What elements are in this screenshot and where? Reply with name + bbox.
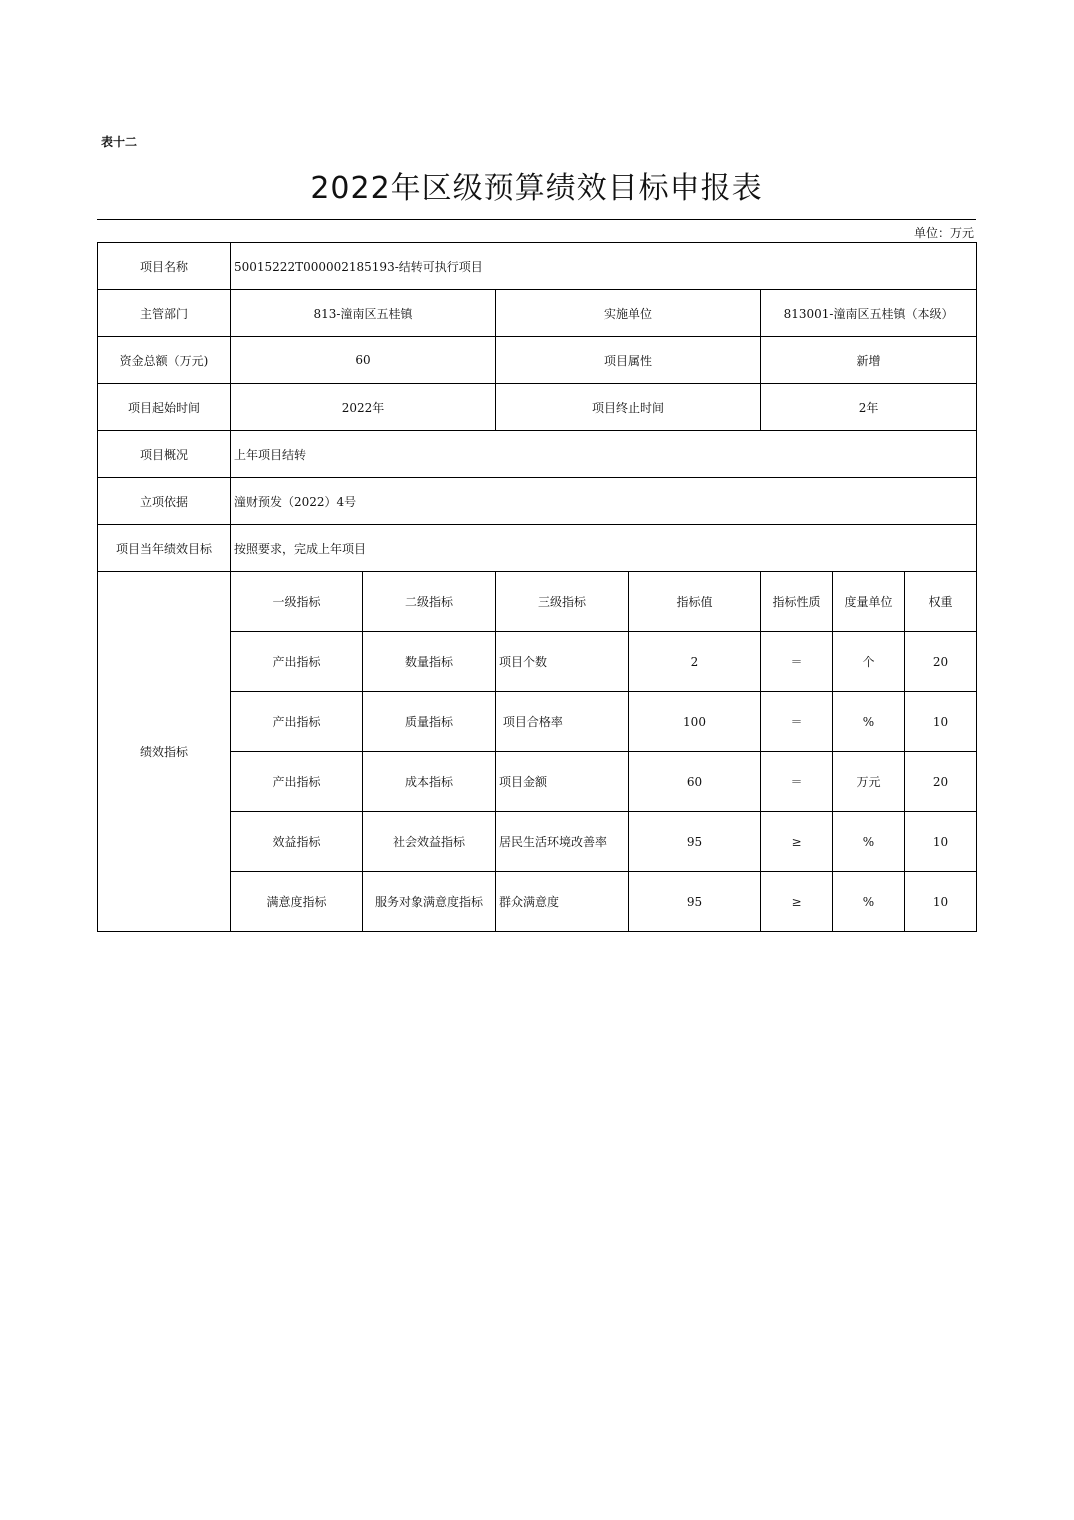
- title-divider: [97, 219, 976, 220]
- cell-level3: 项目金额: [496, 752, 629, 812]
- row-fund: [98, 337, 977, 384]
- cell-unit: %: [833, 692, 905, 752]
- label-start-time: 项目起始时间: [98, 384, 231, 431]
- row-project-name: [98, 243, 977, 290]
- cell-value: 95: [629, 812, 761, 872]
- cell-level3: 群众满意度: [496, 872, 629, 932]
- value-fund-total: 60: [231, 337, 496, 384]
- cell-level2: 成本指标: [363, 752, 496, 812]
- cell-nature: ＝: [761, 752, 833, 812]
- value-project-attribute: 新增: [761, 337, 977, 384]
- label-overview: 项目概况: [98, 431, 231, 478]
- cell-weight: 10: [905, 812, 977, 872]
- row-period: [98, 384, 977, 431]
- cell-weight: 20: [905, 632, 977, 692]
- cell-weight: 20: [905, 752, 977, 812]
- cell-level1: 满意度指标: [231, 872, 363, 932]
- cell-level1: 产出指标: [231, 752, 363, 812]
- header-level3: 三级指标: [496, 572, 629, 632]
- cell-unit: 个: [833, 632, 905, 692]
- cell-level1: 效益指标: [231, 812, 363, 872]
- cell-nature: ≥: [761, 872, 833, 932]
- cell-unit: 万元: [833, 752, 905, 812]
- row-basis: [98, 478, 977, 525]
- cell-weight: 10: [905, 872, 977, 932]
- cell-nature: ≥: [761, 812, 833, 872]
- cell-value: 60: [629, 752, 761, 812]
- value-end-time: 2年: [761, 384, 977, 431]
- header-level1: 一级指标: [231, 572, 363, 632]
- cell-value: 95: [629, 872, 761, 932]
- cell-level2: 服务对象满意度指标: [363, 872, 496, 932]
- label-project-attribute: 项目属性: [496, 337, 761, 384]
- cell-level2: 社会效益指标: [363, 812, 496, 872]
- cell-unit: %: [833, 812, 905, 872]
- cell-level3: 项目合格率: [496, 692, 629, 752]
- cell-level1: 产出指标: [231, 692, 363, 752]
- header-unit: 度量单位: [833, 572, 905, 632]
- cell-level1: 产出指标: [231, 632, 363, 692]
- row-goal: [98, 525, 977, 572]
- label-implementing-unit: 实施单位: [496, 290, 761, 337]
- document-title: 2022年区级预算绩效目标申报表: [310, 171, 763, 206]
- value-goal: 按照要求，完成上年项目: [231, 525, 977, 572]
- cell-level2: 数量指标: [363, 632, 496, 692]
- label-performance-indicators: 绩效指标: [98, 572, 231, 932]
- label-fund-total: 资金总额（万元): [98, 337, 231, 384]
- label-end-time: 项目终止时间: [496, 384, 761, 431]
- value-start-time: 2022年: [231, 384, 496, 431]
- cell-nature: ＝: [761, 692, 833, 752]
- value-basis: 潼财预发（2022）4号: [231, 478, 977, 525]
- value-implementing-unit: 813001-潼南区五桂镇（本级）: [761, 290, 977, 337]
- header-nature: 指标性质: [761, 572, 833, 632]
- cell-value: 100: [629, 692, 761, 752]
- value-overview: 上年项目结转: [231, 431, 977, 478]
- cell-unit: %: [833, 872, 905, 932]
- label-goal: 项目当年绩效目标: [98, 525, 231, 572]
- row-overview: [98, 431, 977, 478]
- indicator-header-row: [98, 572, 977, 632]
- table-code: 表十二: [101, 135, 138, 149]
- budget-performance-table: [97, 242, 977, 932]
- cell-level3: 居民生活环境改善率: [496, 812, 629, 872]
- value-project-name: 50015222T000002185193-结转可执行项目: [231, 243, 977, 290]
- unit-label: 单位：万元: [913, 226, 974, 240]
- row-department: [98, 290, 977, 337]
- cell-weight: 10: [905, 692, 977, 752]
- header-level2: 二级指标: [363, 572, 496, 632]
- value-department: 813-潼南区五桂镇: [231, 290, 496, 337]
- cell-nature: ＝: [761, 632, 833, 692]
- header-value: 指标值: [629, 572, 761, 632]
- header-weight: 权重: [905, 572, 977, 632]
- label-project-name: 项目名称: [98, 243, 231, 290]
- cell-level2: 质量指标: [363, 692, 496, 752]
- cell-value: 2: [629, 632, 761, 692]
- cell-level3: 项目个数: [496, 632, 629, 692]
- label-department: 主管部门: [98, 290, 231, 337]
- label-basis: 立项依据: [98, 478, 231, 525]
